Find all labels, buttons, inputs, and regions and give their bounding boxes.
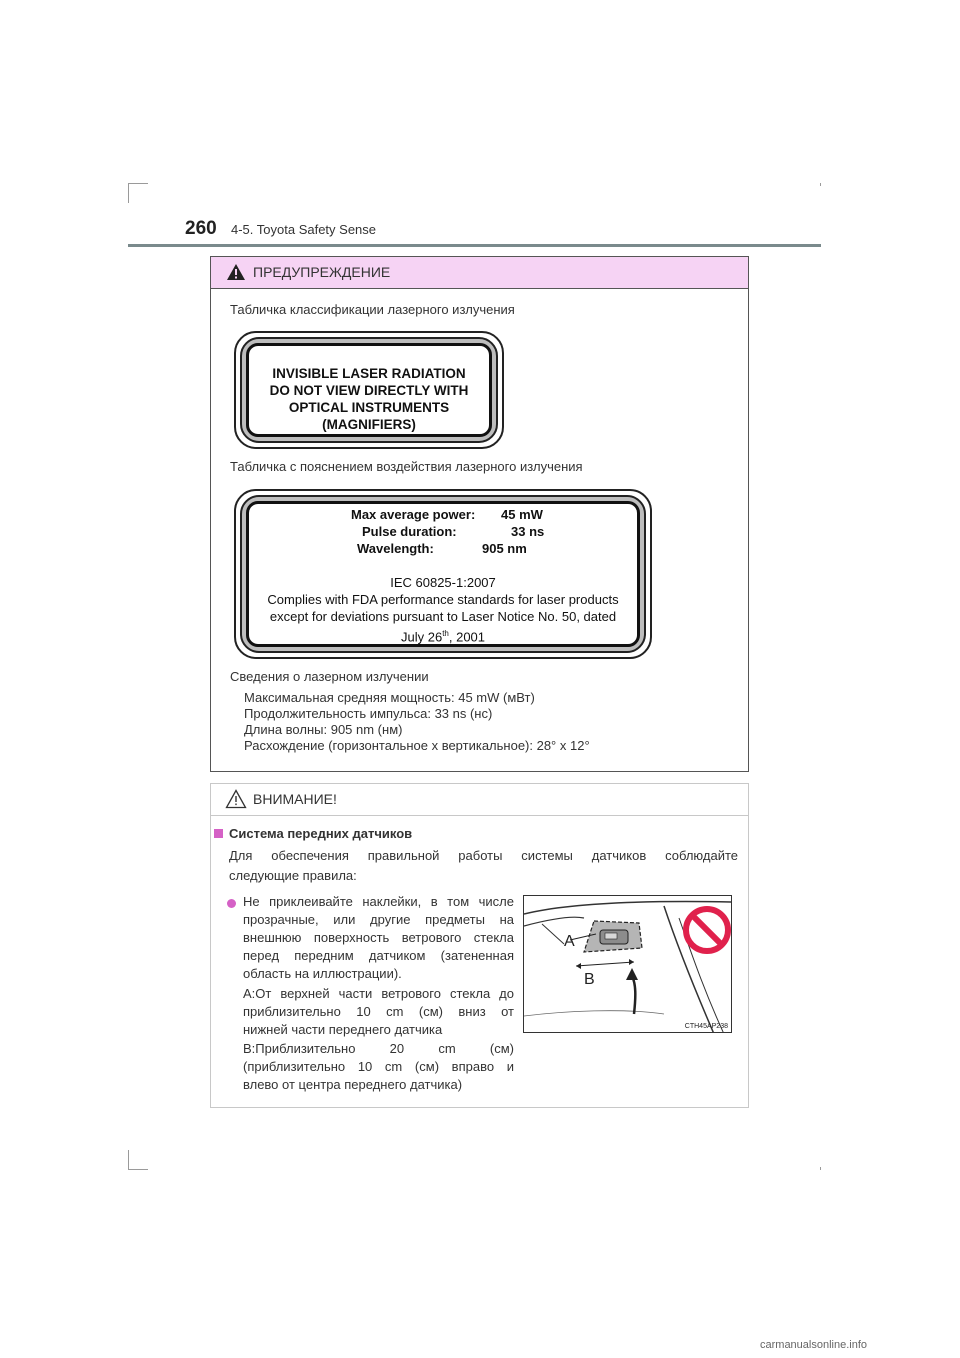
note-a: А:От верхней части ветрового стекла до приблизительно 10 cm (см) вниз от нижней части переднего датчика (243, 986, 514, 1037)
caution-intro-2: следующие правила: (229, 868, 357, 883)
info-line: Расхождение (горизонтальное х вертикальное): 28° х 12° (244, 738, 590, 753)
spec-name-1: Max average power: (351, 507, 476, 522)
label2-date: July 26th, 2001 (400, 629, 486, 645)
label1-line-4: (MAGNIFIERS) (322, 417, 416, 432)
caution-subheading: Система передних датчиков (214, 826, 412, 841)
crop-mark-top-left-v (128, 183, 129, 203)
info-heading: Сведения о лазерном излучении (230, 669, 429, 684)
label1-line-3: OPTICAL INSTRUMENTS (288, 400, 450, 415)
warning-title: ПРЕДУПРЕЖДЕНИЕ (253, 264, 391, 280)
warning-header (211, 257, 748, 289)
square-bullet-icon (214, 829, 223, 838)
spec-value-3: 905 nm (482, 541, 527, 556)
caution-header (211, 784, 748, 816)
label1-caption: Табличка классификации лазерного излучения (230, 302, 515, 317)
figure-label-a: A (564, 933, 575, 950)
info-line: Длина волны: 905 nm (нм) (244, 722, 403, 737)
label2-compliance-1: Complies with FDA performance standards for laser products (267, 592, 619, 607)
laser-info-label (234, 489, 652, 659)
crop-mark-bottom-left-v (128, 1150, 129, 1170)
label1-line-1: INVISIBLE LASER RADIATION (272, 366, 466, 381)
figure-label-b: B (584, 971, 595, 988)
label2-standard: IEC 60825-1:2007 (390, 575, 496, 590)
windshield-drawing (524, 896, 732, 1033)
caution-triangle-icon (225, 789, 247, 809)
section-title: 4-5. Toyota Safety Sense (231, 222, 377, 237)
sensor-illustration (523, 895, 732, 1033)
spec-value-2: 33 ns (511, 524, 545, 539)
footer-watermark: carmanualsonline.info (760, 1339, 868, 1351)
caution-intro-1: Для обеспечения правильной работы системы датчиков соблюдайте (229, 848, 738, 863)
warning-box (210, 256, 749, 772)
bullet-text: Не приклеивайте наклейки, в том числе прозрачные, или другие предметы на внешнюю поверхность ветрового стекла перед передним датчиком (затененная область на иллюстрации). (243, 894, 514, 981)
round-bullet-icon (227, 899, 236, 908)
label1-line-2: DO NOT VIEW DIRECTLY WITH (269, 383, 469, 398)
spec-name-2: Pulse duration: (362, 524, 457, 539)
figure-caption: CTH45AP238 (684, 1023, 728, 1030)
page-number: 260 (185, 218, 217, 239)
spec-name-3: Wavelength: (357, 541, 434, 556)
warning-triangle-icon (226, 263, 246, 281)
spec-value-1: 45 mW (501, 507, 543, 522)
info-line: Продолжительность импульса: 33 ns (нс) (244, 706, 493, 721)
info-line: Максимальная средняя мощность: 45 mW (мВт) (244, 690, 535, 705)
crop-mark-bottom-left-h (128, 1169, 148, 1170)
laser-class-label (234, 331, 504, 449)
label2-caption: Табличка с пояснением воздействия лазерного излучения (230, 459, 583, 474)
crop-mark-bottom-right (820, 1167, 821, 1170)
note-b: B:Приблизительно 20 cm (см) (приблизительно 10 cm (см) вправо и влево от центра переднего датчика) (243, 1041, 514, 1092)
header-rule (128, 244, 821, 247)
caution-title: ВНИМАНИЕ! (253, 791, 337, 807)
crop-mark-top-right (820, 183, 821, 186)
crop-mark-top-left-h (128, 183, 148, 184)
info-list (244, 690, 590, 754)
label2-compliance-2: except for deviations pursuant to Laser Notice No. 50, dated (269, 609, 617, 624)
